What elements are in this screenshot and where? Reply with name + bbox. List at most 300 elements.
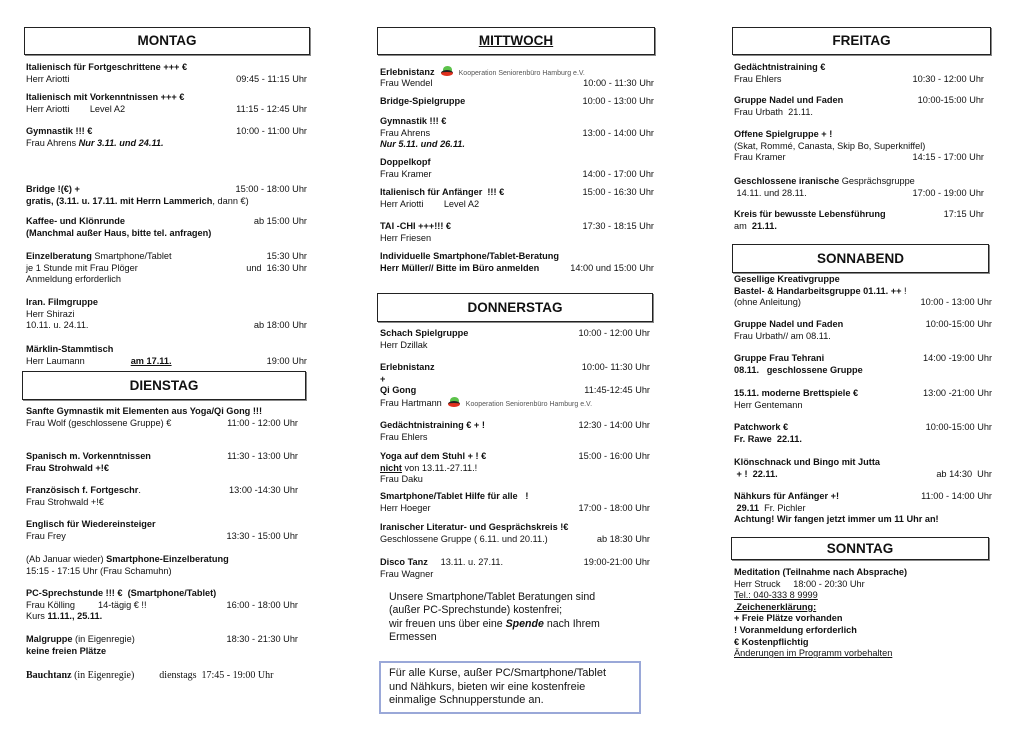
time-text: 11:00 - 12:00 Uhr — [227, 417, 298, 428]
course-entry-freitag — [734, 62, 984, 85]
time-text: 14:00 und 15:00 Uhr — [570, 262, 654, 273]
text-segment: 08.11. geschlossene Gruppe — [734, 364, 863, 375]
text-segment: Frau Kramer — [380, 168, 432, 179]
text-segment: Herr Friesen — [380, 232, 432, 243]
text-segment: Bridge !(€) + — [26, 184, 80, 194]
entry-line — [380, 340, 650, 352]
entry-text — [734, 503, 806, 513]
entry-text — [734, 274, 840, 284]
entry-text — [734, 491, 839, 501]
text-segment: Qi Gong — [380, 385, 417, 396]
text-segment: Anmeldung erforderlich — [26, 274, 121, 285]
text-segment: Herr Ariotti — [26, 73, 70, 84]
text-segment: gratis, (3.11. u. 17.11. mit Herrn Lammerich — [26, 195, 213, 206]
time-text: 10:30 - 12:00 Uhr — [912, 73, 984, 84]
entry-line — [380, 139, 654, 151]
text-segment: (Skat, Rommé, Canasta, Skip Bo, Superkniffel) — [734, 140, 926, 151]
entry-text — [380, 263, 539, 273]
text-segment: Gruppe Nadel und Faden — [734, 95, 844, 105]
entry-text — [734, 637, 809, 647]
entry-line — [380, 474, 650, 486]
text-segment: Herr Müller// Bitte im Büro anmelden — [380, 262, 540, 273]
entry-text — [380, 169, 432, 179]
entry-text — [734, 625, 857, 635]
entry-text — [26, 646, 106, 656]
entry-line — [26, 126, 307, 138]
time-text: 11:00 - 14:00 Uhr — [921, 491, 992, 501]
text-segment: Frau Strohwald +!€ — [26, 496, 104, 507]
text-segment: Gesellige Kreativgruppe — [734, 274, 840, 284]
entry-text — [734, 434, 802, 444]
course-entry-donnerstag — [380, 491, 650, 514]
entry-line — [734, 286, 992, 298]
entry-text — [26, 418, 171, 428]
course-entry-mittwoch — [380, 251, 654, 274]
entry-text — [380, 398, 592, 408]
text-segment: Geschlossene Gruppe ( 6.11. und 20.11.) — [380, 533, 548, 544]
course-entry-montag — [26, 92, 307, 115]
course-entry-montag — [26, 184, 307, 207]
course-entry-dienstag — [26, 670, 298, 682]
time-text: 15:00 - 16:30 Uhr — [582, 187, 654, 197]
text-segment: Sanfte Gymnastik mit Elementen aus Yoga/Qi Gong !!! — [26, 406, 263, 416]
text-segment: Bridge-Spielgruppe — [380, 96, 466, 106]
course-entry-mittwoch — [380, 96, 654, 108]
text-segment: Englisch für Wiedereinsteiger — [26, 519, 156, 529]
entry-line — [734, 400, 992, 412]
entry-text — [734, 590, 818, 600]
course-entry-freitag — [734, 209, 984, 232]
text-segment: Frau Frey — [26, 530, 66, 541]
course-entry-dienstag — [26, 634, 298, 657]
entry-text — [734, 74, 782, 84]
time-text: 09:45 - 11:15 Uhr — [236, 73, 307, 84]
course-entry-donnerstag — [380, 451, 650, 486]
entry-line — [734, 331, 992, 343]
entry-line — [734, 491, 992, 503]
entry-line — [26, 670, 298, 682]
entry-text — [380, 233, 431, 243]
entry-line — [734, 188, 984, 200]
entry-text — [26, 92, 184, 102]
course-entry-donnerstag — [380, 522, 650, 545]
text-segment: (Manchmal außer Haus, bitte tel. anfragen) — [26, 227, 212, 238]
text-segment: + — [380, 373, 386, 384]
entry-text — [380, 128, 430, 138]
text-segment: Yoga auf dem Stuhl + ! € — [380, 451, 487, 461]
entry-text — [380, 557, 503, 567]
entry-text — [734, 400, 802, 410]
entry-text — [734, 613, 843, 623]
entry-line — [26, 297, 307, 309]
text-segment: Malgruppe — [26, 634, 73, 644]
entry-line — [734, 422, 992, 434]
text-segment: Italienisch für Fortgeschrittene +++ € — [26, 62, 188, 72]
entry-text — [380, 362, 435, 372]
entry-text — [26, 138, 164, 148]
time-text: 11:30 - 13:00 Uhr — [227, 451, 298, 461]
entry-line — [734, 141, 984, 153]
entry-line — [380, 503, 650, 515]
entry-text — [26, 184, 80, 194]
entry-line — [380, 362, 650, 374]
entry-line — [734, 129, 984, 141]
text-segment: Kurs — [26, 611, 48, 622]
time-text: 19:00 Uhr — [266, 355, 307, 366]
course-entry-mittwoch — [380, 221, 654, 244]
entry-text — [380, 328, 468, 338]
entry-line — [380, 432, 650, 444]
text-segment: 13.11. u. 27.11. — [427, 557, 504, 567]
text-segment: Italienisch für Anfänger !!! € — [380, 187, 505, 197]
entry-line — [26, 451, 298, 463]
cooperation-label: Kooperation Seniorenbüro Hamburg e.V. — [458, 70, 585, 77]
text-segment: PC-Sprechstunde !!! € (Smartphone/Tablet) — [26, 588, 217, 598]
header-montag: MONTAG — [24, 27, 310, 55]
entry-line — [26, 634, 298, 646]
entry-text — [380, 491, 528, 501]
entry-text — [380, 385, 416, 395]
entry-line — [380, 463, 650, 475]
time-text: 17:00 - 19:00 Uhr — [912, 187, 984, 198]
time-text: 17:30 - 18:15 Uhr — [582, 221, 654, 231]
entry-line — [380, 569, 650, 581]
text-segment: 10.11. u. 24.11. — [26, 320, 89, 331]
time-text: 11:45-12:45 Uhr — [584, 385, 650, 396]
text-segment: Individuelle Smartphone/Tablet-Beratung — [380, 251, 560, 261]
entry-text — [380, 432, 428, 442]
header-donnerstag: DONNERSTAG — [377, 293, 653, 322]
entry-text — [380, 199, 479, 209]
time-text: 10:00 - 12:00 Uhr — [578, 328, 650, 338]
entry-text — [380, 67, 585, 77]
entry-text — [380, 534, 548, 544]
entry-line — [380, 251, 654, 263]
entry-line — [380, 187, 654, 199]
entry-text — [380, 569, 433, 579]
text-segment: Frau Wolf (geschlossene Gruppe) € — [26, 417, 172, 428]
course-entry-dienstag — [26, 485, 298, 508]
text-segment: + Freie Plätze vorhanden — [734, 613, 843, 624]
entry-text — [26, 497, 104, 507]
course-entry-mittwoch — [380, 157, 654, 180]
entry-line — [380, 385, 650, 397]
entry-line — [734, 590, 989, 602]
course-entry-montag — [26, 216, 307, 239]
entry-text — [380, 503, 431, 513]
entry-text — [734, 141, 925, 151]
entry-text — [734, 365, 863, 375]
note-line: Unsere Smartphone/Tablet Beratungen sind — [389, 591, 596, 603]
text-segment: Offene Spielgruppe + ! — [734, 129, 833, 139]
text-segment: Bastel- & Handarbeitsgruppe 01.11. ++ — [734, 285, 902, 296]
text-segment: Fr. Pichler — [759, 502, 806, 513]
entry-line — [734, 221, 984, 233]
time-text: und 16:30 Uhr — [246, 262, 307, 273]
text-segment: (ohne Anleitung) — [734, 297, 801, 308]
entry-text — [26, 274, 121, 284]
entry-line — [380, 451, 650, 463]
text-segment: Tel.: 040-333 8 9999 — [734, 590, 818, 601]
course-entry-mittwoch — [380, 116, 654, 151]
course-entry-sonnabend — [734, 319, 992, 342]
text-segment: am — [734, 220, 752, 231]
time-text: 10:00 - 11:30 Uhr — [583, 77, 654, 88]
entry-text — [380, 522, 568, 532]
text-segment: . — [138, 485, 141, 495]
course-entry-montag — [26, 297, 307, 332]
entry-text — [380, 251, 559, 261]
entry-text — [26, 74, 69, 84]
entry-line — [734, 152, 984, 164]
text-segment: Frau Wendel — [380, 77, 433, 88]
text-segment: Erlebnistanz — [380, 362, 435, 372]
course-entry-sonnabend — [734, 274, 992, 309]
text-segment: Kreis für bewusste Lebensführung — [734, 209, 886, 219]
text-segment: Doppelkopf — [380, 157, 431, 167]
entry-line — [380, 116, 654, 128]
entry-line — [26, 554, 298, 566]
time-text: 17:15 Uhr — [943, 209, 984, 219]
course-entry-freitag — [734, 95, 984, 118]
text-segment: Spanisch m. Vorkenntnissen — [26, 451, 151, 461]
entry-text — [26, 531, 66, 541]
entry-line — [734, 567, 989, 579]
entry-line — [734, 107, 984, 119]
entry-line — [26, 646, 298, 658]
course-entry-montag — [26, 251, 307, 286]
time-text: 10:00 - 13:00 Uhr — [582, 96, 654, 106]
time-text: ab 14:30 Uhr — [936, 468, 992, 479]
entry-line — [26, 216, 307, 228]
course-entry-donnerstag — [380, 420, 650, 443]
entry-text — [734, 319, 843, 329]
entry-line — [26, 263, 307, 275]
entry-line — [26, 418, 298, 430]
course-entry-sonnabend — [734, 491, 992, 526]
course-entry-freitag — [734, 176, 984, 199]
entry-text — [734, 152, 786, 162]
entry-text — [734, 353, 824, 363]
text-segment: Frau Ehlers — [734, 73, 782, 84]
text-segment: TAI -CHI +++!!! € — [380, 221, 452, 231]
entry-line — [26, 600, 298, 612]
entry-line — [26, 463, 298, 475]
time-text: 10:00- 11:30 Uhr — [581, 362, 650, 372]
text-segment: 15:15 - 17:15 Uhr (Frau Schamuhn) — [26, 565, 172, 576]
entry-text — [26, 588, 216, 598]
entry-line — [734, 319, 992, 331]
note-line: (außer PC-Sprechstunde) kostenfrei; — [389, 604, 563, 617]
course-entry-sonntag — [734, 567, 989, 660]
entry-line — [26, 62, 307, 74]
entry-text — [380, 340, 427, 350]
entry-text — [380, 221, 451, 231]
course-entry-sonnabend — [734, 388, 992, 411]
entry-line — [734, 469, 992, 481]
text-segment: Erlebnistanz — [380, 67, 435, 77]
header-sonntag: SONNTAG — [731, 537, 989, 560]
course-entry-mittwoch — [380, 187, 654, 210]
course-entry-mittwoch — [380, 66, 654, 89]
time-text: 17:00 - 18:00 Uhr — [578, 502, 650, 513]
entry-line — [26, 320, 307, 332]
entry-line — [26, 519, 298, 531]
time-text: 13:00 -21:00 Uhr — [923, 388, 992, 398]
text-segment: Schach Spielgruppe — [380, 328, 469, 338]
time-text: ab 15:00 Uhr — [253, 216, 307, 226]
text-segment: Smartphone/Tablet — [91, 251, 172, 261]
time-text: 12:30 - 14:00 Uhr — [578, 420, 650, 430]
entry-line — [734, 625, 989, 637]
course-entry-dienstag — [26, 588, 298, 623]
text-segment: von 13.11.-27.11.! — [401, 462, 478, 473]
course-entry-sonnabend — [734, 457, 992, 480]
note-line — [389, 618, 649, 631]
text-segment: je 1 Stunde mit Frau Plöger — [26, 262, 138, 273]
entry-line — [734, 503, 992, 515]
text-segment: Frau Strohwald +!€ — [26, 462, 109, 473]
entry-text — [26, 104, 125, 114]
entry-text — [380, 463, 477, 473]
course-entry-montag — [26, 344, 307, 367]
entry-line — [734, 176, 984, 188]
time-text: 15:00 - 18:00 Uhr — [235, 184, 307, 194]
course-entry-dienstag — [26, 554, 298, 577]
entry-line — [26, 274, 307, 286]
text-segment: Frau Hartmann — [380, 397, 442, 408]
entry-text — [380, 157, 431, 167]
text-segment: Iranischer Literatur- und Gesprächskreis !€ — [380, 522, 569, 532]
time-text: ab 18:30 Uhr — [596, 533, 650, 544]
entry-text — [26, 406, 262, 416]
entry-line — [26, 566, 298, 578]
text-segment: Gruppe Frau Tehrani — [734, 353, 825, 363]
entry-text — [26, 126, 92, 136]
note-text: nach Ihrem — [543, 617, 600, 630]
text-segment: Patchwork € — [734, 422, 789, 432]
entry-text — [26, 356, 172, 366]
header-freitag: FREITAG — [732, 27, 991, 55]
entry-line — [26, 611, 298, 623]
text-segment: Gymnastik !!! € — [380, 116, 447, 126]
course-entry-sonnabend — [734, 422, 992, 445]
entry-text — [734, 129, 832, 139]
text-segment: , dann €) — [212, 195, 249, 206]
entry-line — [26, 344, 307, 356]
header-dienstag: DIENSTAG — [22, 371, 306, 400]
entry-text — [26, 297, 98, 307]
text-segment: (Ab Januar wieder) — [26, 554, 107, 564]
entry-line — [380, 78, 654, 90]
header-sonnabend: SONNABEND — [732, 244, 989, 273]
text-segment: Zeichenerklärung: — [734, 601, 817, 612]
entry-text — [26, 463, 109, 473]
text-segment: Gesprächsgruppe — [839, 176, 915, 186]
time-text: 10:00-15:00 Uhr — [917, 95, 984, 105]
entry-text — [26, 634, 135, 644]
note-line: Ermessen — [389, 631, 437, 644]
text-segment: Herr Hoeger — [380, 502, 431, 513]
entry-text — [734, 388, 858, 398]
entry-line — [734, 602, 989, 614]
entry-text — [734, 286, 907, 296]
entry-line — [26, 251, 307, 263]
entry-line — [380, 534, 650, 546]
text-segment: Frau Kölling 14-tägig € !! — [26, 599, 147, 610]
time-text: 15:30 Uhr — [266, 251, 307, 261]
entry-line — [380, 491, 650, 503]
course-entry-sonnabend — [734, 353, 992, 376]
time-text: 14:15 - 17:00 Uhr — [912, 152, 984, 163]
text-segment: Italienisch mit Vorkenntnissen +++ € — [26, 92, 185, 102]
trial-line: und Nähkurs, bieten wir eine kostenfreie — [389, 680, 586, 693]
entry-line — [380, 169, 654, 181]
course-entry-donnerstag — [380, 328, 650, 351]
entry-line — [734, 95, 984, 107]
trial-line: Für alle Kurse, außer PC/Smartphone/Tablet — [389, 667, 607, 679]
entry-line — [26, 184, 307, 196]
entry-text — [26, 320, 89, 330]
entry-text — [26, 344, 113, 354]
entry-line — [26, 74, 307, 86]
text-segment: Frau Ahrens — [380, 127, 431, 138]
text-segment: Frau Daku — [380, 474, 423, 485]
entry-line — [380, 374, 650, 386]
text-segment: Einzelberatung — [26, 251, 92, 261]
text-segment: 29.11 — [734, 502, 760, 513]
course-entry-montag — [26, 62, 307, 85]
entry-line — [734, 62, 984, 74]
text-segment: Herr Gentemann — [734, 399, 803, 410]
text-segment: Gymnastik !!! € — [26, 126, 93, 136]
time-text: 11:15 - 12:45 Uhr — [236, 103, 307, 114]
entry-text — [380, 374, 385, 384]
entry-text — [734, 469, 778, 479]
entry-line — [26, 309, 307, 321]
entry-text — [26, 309, 75, 319]
entry-text — [734, 107, 813, 117]
entry-line — [380, 397, 650, 409]
entry-line — [380, 199, 654, 211]
text-segment: Herr Struck 18:00 - 20:30 Uhr — [734, 578, 865, 589]
entry-line — [380, 522, 650, 534]
time-text: 10:00-15:00 Uhr — [925, 319, 992, 329]
text-segment: Herr Laumann — [26, 355, 131, 366]
seniorenbuero-logo-icon — [441, 66, 453, 76]
text-segment: Kaffee- und Klönrunde — [26, 216, 126, 226]
text-segment: Disco Tanz — [380, 557, 428, 567]
cooperation-label: Kooperation Seniorenbüro Hamburg e.V. — [465, 400, 593, 408]
entry-line — [734, 613, 989, 625]
text-segment: Frau Ahrens — [26, 137, 79, 148]
text-segment: Frau Ehlers — [380, 431, 428, 442]
text-segment: Iran. Filmgruppe — [26, 297, 98, 307]
entry-text — [380, 116, 446, 126]
text-segment: Änderungen im Programm vorbehalten — [734, 648, 893, 659]
text-segment: Nur 5.11. und 26.11. — [380, 139, 465, 150]
entry-line — [734, 514, 992, 526]
entry-text — [734, 297, 801, 307]
text-segment: € Kostenpflichtig — [734, 636, 809, 647]
text-segment: 11.11., 25.11. — [47, 611, 103, 622]
smartphone-note — [389, 591, 649, 645]
entry-line — [380, 157, 654, 169]
trial-lesson-box — [379, 661, 641, 714]
entry-text — [380, 78, 432, 88]
entry-text — [26, 263, 138, 273]
text-segment: Gedächtnistraining € + ! — [380, 420, 485, 430]
